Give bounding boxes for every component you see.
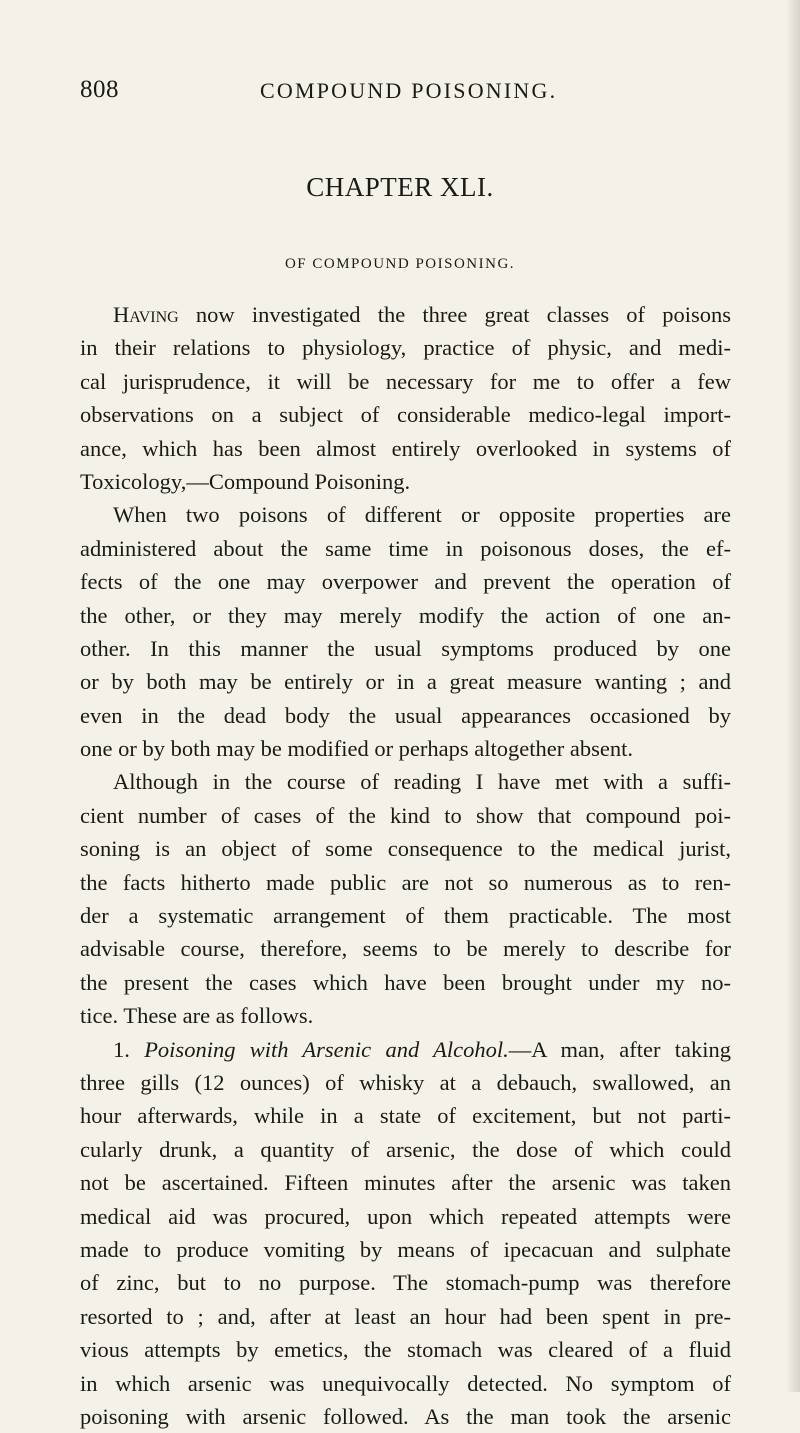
text-line: cal jurisprudence, it will be necessary for me to offer a few: [80, 368, 731, 394]
text-line: poisoning with arsenic followed. As the man took the arsenic: [80, 1403, 731, 1429]
text-line: soning is an object of some consequence to the medical jurist,: [80, 836, 731, 862]
text-line: Although in the course of reading I have met with a suffi-: [113, 769, 731, 795]
chapter-subtitle: OF COMPOUND POISONING.: [284, 256, 516, 272]
text-line: in which arsenic was unequivocally detected. No symptom of: [80, 1370, 731, 1396]
case-number: 1.: [113, 1036, 145, 1062]
text-line: advisable course, therefore, seems to be merely to describe for: [80, 936, 731, 962]
text-line: resorted to ; and, after at least an hour had been spent in pre-: [80, 1303, 731, 1329]
text-line: other. In this manner the usual symptoms produced by one: [80, 635, 731, 661]
body-text: [80, 298, 731, 1433]
page-number: 808: [80, 76, 119, 103]
text-line: fects of the one may overpower and prevent the operation of: [80, 569, 731, 595]
text-line: the present the cases which have been brought under my no-: [80, 969, 731, 995]
text-line: der a systematic arrangement of them practicable. The most: [80, 903, 731, 929]
chapter-title: CHAPTER XLI.: [306, 172, 494, 202]
text-line: cient number of cases of the kind to show that compound poi-: [80, 802, 731, 828]
text-line: the other, or they may merely modify the action of one an-: [80, 602, 731, 628]
first-word: Having: [113, 302, 179, 327]
text-line-rest: now investigated the three great classes of poisons: [178, 302, 731, 327]
case-title: Poisoning with Arsenic and Alcohol.: [144, 1036, 509, 1062]
text-line: three gills (12 ounces) of whisky at a debauch, swallowed, an: [80, 1069, 731, 1095]
running-head: [80, 76, 720, 110]
text-line: in their relations to physiology, practice of physic, and medi-: [80, 335, 731, 361]
text-line: medical aid was procured, upon which repeated attempts were: [80, 1203, 731, 1229]
text-line: cularly drunk, a quantity of arsenic, the dose of which could: [80, 1136, 731, 1162]
text-line: even in the dead body the usual appearances occasioned by: [80, 702, 731, 728]
text-line-rest: —A man, after taking: [508, 1036, 731, 1062]
text-line: not be ascertained. Fifteen minutes after the arsenic was taken: [80, 1170, 731, 1196]
text-line: [80, 298, 731, 331]
text-line: observations on a subject of considerable medico-legal import-: [80, 402, 731, 428]
text-line: made to produce vomiting by means of ipecacuan and sulphate: [80, 1236, 731, 1262]
text-line: [80, 1033, 731, 1066]
page-edge-shadow: [786, 0, 800, 1392]
text-line: the facts hitherto made public are not so numerous as to ren-: [80, 869, 731, 895]
text-line: ance, which has been almost entirely overlooked in systems of: [80, 435, 731, 461]
text-line: of zinc, but to no purpose. The stomach-pump was therefore: [80, 1270, 731, 1296]
running-title: COMPOUND POISONING.: [260, 78, 558, 103]
text-line: hour afterwards, while in a state of excitement, but not parti-: [80, 1103, 731, 1129]
text-line: When two poisons of different or opposite properties are: [113, 502, 731, 528]
text-line: Toxicology,—Compound Poisoning.: [80, 468, 411, 494]
text-line: tice. These are as follows.: [80, 1003, 314, 1029]
text-line: or by both may be entirely or in a great measure wanting ; and: [80, 669, 731, 695]
text-line: one or by both may be modified or perhaps altogether absent.: [80, 736, 633, 762]
text-line: vious attempts by emetics, the stomach was cleared of a fluid: [80, 1337, 731, 1363]
text-line: administered about the same time in poisonous doses, the ef-: [80, 535, 731, 561]
